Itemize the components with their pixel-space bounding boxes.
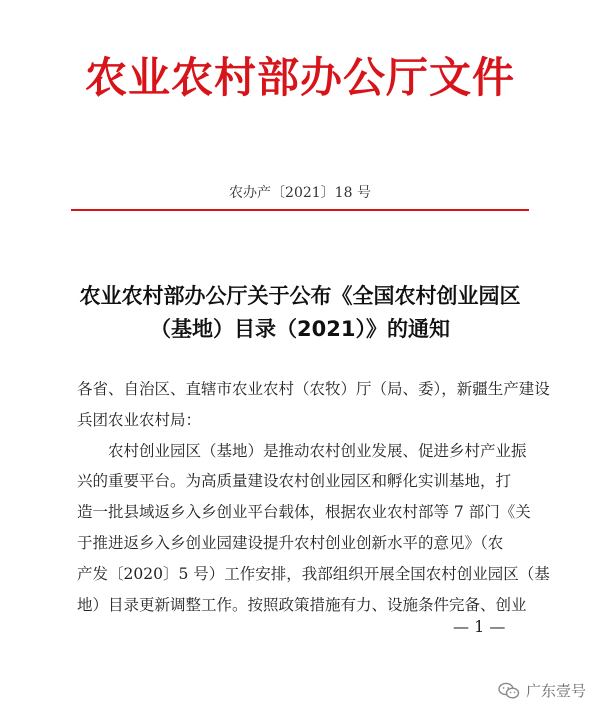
body-line: 各省、自治区、直辖市农业农村（农牧）厅（局、委），新疆生产建设 (77, 380, 550, 398)
body-line: 地）目录更新调整工作。按照政策措施有力、设施条件完备、创业 (77, 595, 527, 614)
body-line: 兴的重要平台。为高质量建设农村创业园区和孵化实训基地，打 (77, 472, 512, 491)
notice-title (60, 280, 540, 346)
wechat-icon (498, 682, 520, 700)
document-number: 农办产〔2021〕18 号 (229, 185, 371, 201)
body-line: 造一批县域返乡入乡创业平台载体，根据农业农村部等 7 部门《关 (77, 503, 531, 522)
notice-title-line-2: （基地）目录（2021）》的通知 (150, 317, 450, 341)
red-separator-line (71, 209, 529, 211)
body-line: 产发〔2020〕5 号）工作安排，我部组织开展全国农村创业园区（基 (77, 564, 550, 583)
page-number: — 1 — (453, 617, 506, 636)
body-line: 于推进返乡入乡创业园建设提升农村创业创新水平的意见》（农 (77, 533, 504, 552)
watermark (498, 680, 586, 701)
document-body (77, 374, 550, 620)
watermark-text: 广东壹号 (525, 682, 586, 700)
notice-title-line-1: 农业农村部办公厅关于公布《全国农村创业园区 (79, 284, 521, 308)
body-line: 农村创业园区（基地）是推动农村创业发展、促进乡村产业振 (77, 441, 527, 460)
body-line: 兵团农业农村局： (77, 410, 202, 429)
document-header-title: 农业农村部办公厅文件 (84, 53, 515, 102)
